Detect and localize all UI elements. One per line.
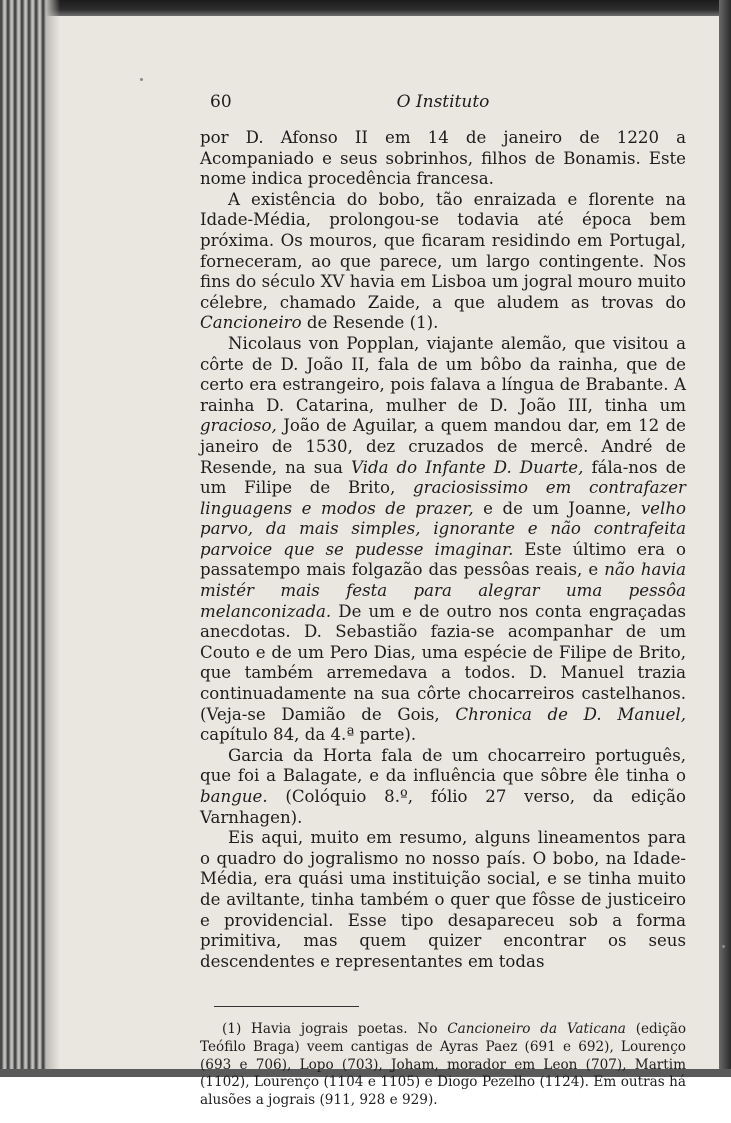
- italic-run: Chronica de D. Manuel,: [455, 704, 686, 724]
- paragraph-2: [200, 190, 686, 334]
- text-run: Eis aqui, muito em resumo, alguns lineamentos para o quadro do jogralismo no nosso país. O bobo, na Idade-Média, era quási uma instituição social, e se tinha muito de aviltante, tinha também o quer que fôsse de justiceiro e providencial. Esse tipo desapareceu sob a forma primitiva, mas quem quizer encontrar os seus descendentes e representantes em todas: [200, 828, 686, 971]
- text-run: e de um Joanne,: [473, 498, 641, 518]
- italic-run: Vida do Infante D. Duarte,: [350, 457, 584, 477]
- italic-run: Cancioneiro da Vaticana: [447, 1021, 626, 1038]
- text-run: fála-nos de um Filipe de Brito,: [200, 457, 687, 498]
- gutter-shadow: [46, 0, 60, 1077]
- text-run: (edição Teófilo Braga) veem cantigas de Ayras Paez (691 e 692), Lourenço (693 e 706), Lopo (703), Joham, morador em Leon (707), Martim (1102), Lourenço (1104 e 1105) e Diogo Pezelho (1124). Em outras há alusões a jograis (911, 928 e 929).: [200, 1021, 686, 1108]
- text-run: De um e de outro nos conta engraçadas anecdotas. D. Sebastião fazia-se acompanhar de um Couto e de um Pero Dias, uma espécie de Filipe de Brito, que também arremedava a todos. D. Manuel trazia continuadamente na sua côrte chocarreiros castelhanos. (Veja-se Damião de Gois,: [200, 601, 686, 724]
- italic-run: graciosissimo em contrafazer linguagens e modos de prazer,: [200, 478, 686, 518]
- book-spine-edge: [0, 0, 46, 1077]
- right-scan-edge: [719, 0, 731, 1077]
- italic-run: bangue.: [200, 787, 268, 806]
- paragraph-5: [200, 828, 686, 972]
- paper-speck: [722, 945, 725, 948]
- text-run: de Resende (1).: [301, 313, 439, 333]
- page-number: 60: [210, 92, 232, 112]
- running-title: O Instituto: [396, 92, 490, 112]
- paragraph-4: [200, 746, 686, 828]
- paragraph-3: [200, 334, 686, 746]
- text-run: (Colóquio 8.º, fólio 27 verso, da edição Varnhagen).: [200, 787, 686, 827]
- body-text: [200, 128, 686, 972]
- text-run: por D. Afonso II em 14 de janeiro de 1220 a Acompaniado e seus sobrinhos, filhos de Bonamis. Este nome indica procedência francesa.: [200, 128, 686, 189]
- text-run: capítulo 84, da 4.ª parte).: [200, 725, 417, 745]
- italic-run: não havia mistér mais festa para alegrar uma pessôa melanconizada.: [200, 560, 687, 621]
- text-run: João de Aguilar, a quem mandou dar, em 12 de janeiro de 1530, dez cruzados de mercê. André de Resende, na sua: [200, 416, 686, 477]
- footnote-separator: [214, 1006, 359, 1007]
- top-scan-edge: [0, 0, 731, 16]
- text-run: Nicolaus von Popplan, viajante alemão, que visitou a côrte de D. João II, fala de um bôbo da rainha, que de certo era estrangeiro, pois falava a língua de Brabante. A rainha D. Catarina, mulher de D. João III, tinha um: [200, 333, 686, 415]
- text-run: A existência do bobo, tão enraizada e florente na Idade-Média, prolongou-se todavia até época bem próxima. Os mouros, que ficaram residindo em Portugal, forneceram, ao que parece, um largo contingente. Nos fins do século XV havia em Lisboa um jogral mouro muito célebre, chamado Zaide, a que aludem as trovas do: [200, 189, 686, 312]
- text-run: (1) Havia jograis poetas. No: [222, 1021, 448, 1038]
- italic-run: gracioso,: [200, 416, 277, 436]
- italic-run: velho parvo, da mais simples, ignorante e não contrafeita parvoice que se pudesse imaginar.: [200, 498, 686, 559]
- paragraph-1: [200, 128, 686, 190]
- footnote: [200, 1021, 686, 1109]
- text-run: Garcia da Horta fala de um chocarreiro português, que foi a Balagate, e da influência que sôbre êle tinha o: [200, 745, 686, 786]
- book-page: [200, 92, 686, 1123]
- paper-speck: [140, 78, 143, 81]
- italic-run: Cancioneiro: [200, 313, 302, 333]
- text-run: Este último era o passatempo mais folgazão das pessôas reais, e: [200, 539, 686, 580]
- running-header: [200, 92, 686, 118]
